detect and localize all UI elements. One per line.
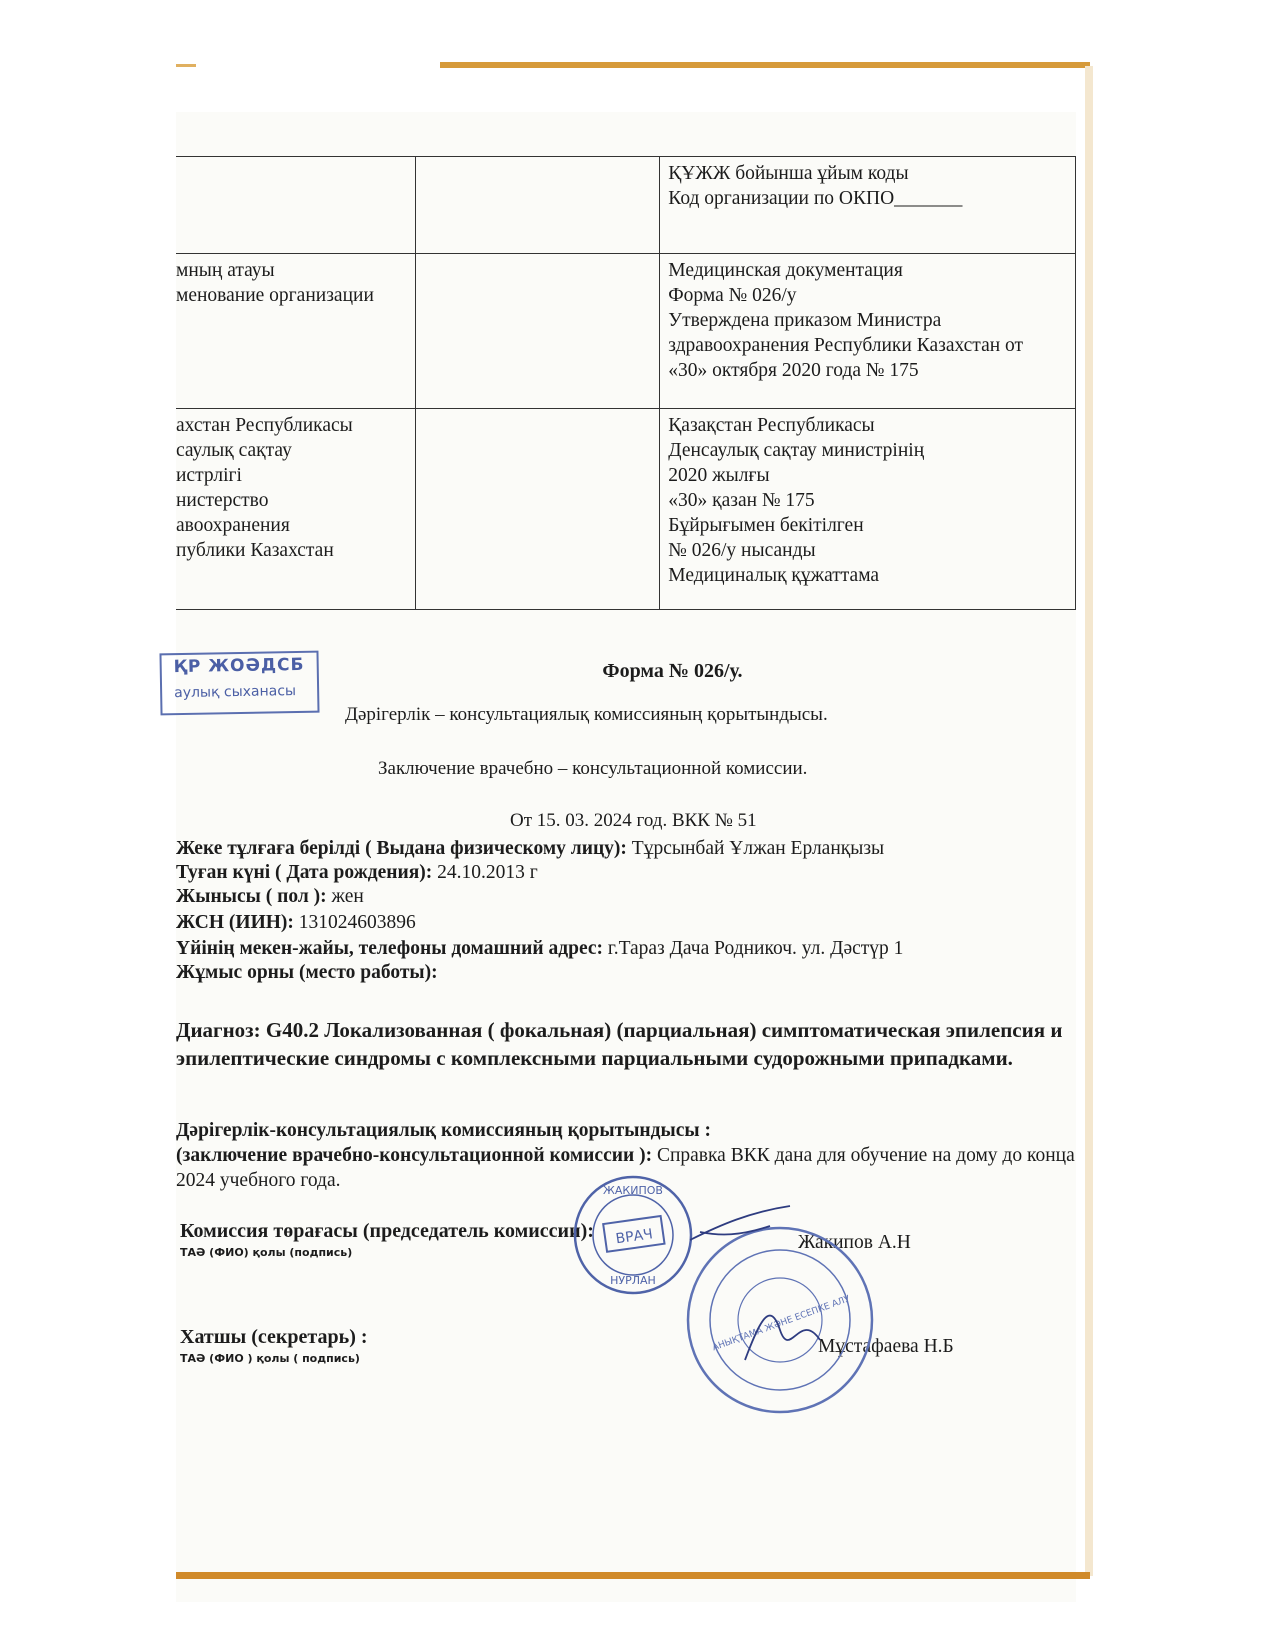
conclusion-text: Справка ВКК дана для обучение на дому до конца 2024 учебного года. bbox=[176, 1145, 1075, 1191]
rectangular-stamp-line2: аулық сыханасы bbox=[174, 683, 297, 702]
work-label: Жұмыс орны (место работы): bbox=[176, 962, 438, 983]
ministry-line: нистерство bbox=[176, 490, 269, 511]
iin-label: ЖСН (ИИН): bbox=[176, 912, 294, 933]
org-name-kz: мның атауы bbox=[176, 260, 275, 281]
med-doc-line: Медицинская документация bbox=[668, 260, 903, 281]
issued-value: Тұрсынбай Ұлжан Ерланқызы bbox=[631, 838, 885, 859]
form-title: Форма № 026/у. bbox=[602, 660, 743, 682]
okpo-label-ru: Код организации по ОКПО_______ bbox=[668, 188, 963, 209]
med-doc-line: «30» октября 2020 года № 175 bbox=[668, 360, 919, 381]
okpo-label-kz: ҚҰЖЖ бойынша ұйым коды bbox=[668, 163, 909, 184]
conclusion-label-ru: (заключение врачебно-консультационной комиссии ): bbox=[176, 1145, 653, 1166]
kz-approval-line: Қазақстан Республикасы bbox=[668, 415, 875, 436]
chair-sub-label: ТАӘ (ФИО) қолы (подпись) bbox=[180, 1246, 353, 1259]
doctor-stamp-center: ВРАЧ bbox=[614, 1226, 654, 1248]
kz-approval-line: «30» қазан № 175 bbox=[668, 490, 815, 511]
doctor-stamp-top: ЖАКИПОВ bbox=[603, 1184, 663, 1197]
diagnosis: Диагноз: G40.2 Локализованная ( фокальная) (парциальная) симптоматическая эпилепсия и эпилептические синдромы с комплексными парциальными судорожными припадками. bbox=[176, 1018, 1063, 1070]
chair-label: Комиссия төрағасы (председатель комиссии): bbox=[180, 1220, 594, 1242]
kz-approval-line: 2020 жылғы bbox=[668, 465, 770, 486]
title-ru: Заключение врачебно – консультационной комиссии. bbox=[378, 758, 808, 779]
birth-label: Туған күні ( Дата рождения): bbox=[176, 862, 433, 883]
sex-value: жен bbox=[331, 886, 364, 907]
organization-round-stamp bbox=[688, 1228, 872, 1412]
secretary-label: Хатшы (секретарь) : bbox=[180, 1326, 368, 1348]
ministry-line: публики Казахстан bbox=[176, 540, 334, 561]
kz-approval-line: № 026/у нысанды bbox=[668, 540, 816, 561]
ministry-line: авоохранения bbox=[176, 515, 290, 536]
org-stamp-center: АНЫҚТАМА ЖӘНЕ ЕСЕПКЕ АЛУ bbox=[711, 1294, 852, 1354]
iin-value: 131024603896 bbox=[298, 912, 416, 933]
chair-name: Жакипов А.Н bbox=[798, 1232, 911, 1253]
conclusion-label-kz: Дәрігерлік-консультациялық комиссияның қорытындысы : bbox=[176, 1120, 712, 1141]
ministry-line: ахстан Республикасы bbox=[176, 415, 353, 436]
org-name-ru: менование организации bbox=[176, 285, 374, 306]
kz-approval-line: Денсаулық сақтау министрінің bbox=[668, 440, 925, 461]
secretary-sub-label: ТАӘ (ФИО ) қолы ( подпись) bbox=[180, 1352, 360, 1365]
med-doc-line: здравоохранения Республики Казахстан от bbox=[668, 335, 1024, 356]
kz-approval-line: Бұйрығымен бекітілген bbox=[668, 515, 864, 536]
kz-approval-line: Медициналық құжаттама bbox=[668, 565, 880, 586]
secretary-name: Мұстафаева Н.Б bbox=[818, 1336, 954, 1357]
date-and-number: От 15. 03. 2024 год. ВКК № 51 bbox=[510, 810, 757, 831]
med-doc-line: Утверждена приказом Министра bbox=[668, 310, 942, 331]
ministry-line: истрлігі bbox=[176, 465, 242, 486]
med-doc-line: Форма № 026/у bbox=[668, 285, 797, 306]
doctor-round-stamp bbox=[575, 1177, 691, 1293]
issued-label: Жеке тұлғаға берілді ( Выдана физическому лицу): bbox=[176, 838, 627, 859]
birth-value: 24.10.2013 г bbox=[437, 862, 538, 883]
rectangular-stamp-line1: ҚР ЖОӘДСБ bbox=[173, 654, 305, 678]
address-label: Үйінің мекен-жайы, телефоны домашний адрес: bbox=[176, 938, 604, 959]
ministry-line: саулық сақтау bbox=[176, 440, 292, 461]
chair-signature bbox=[690, 1206, 790, 1240]
doctor-stamp-bottom: НУРЛАН bbox=[610, 1274, 656, 1287]
title-kz: Дәрігерлік – консультациялық комиссияның қорытындысы. bbox=[345, 704, 828, 725]
sex-label: Жынысы ( пол ): bbox=[176, 886, 327, 907]
address-value: г.Тараз Дача Родникоч. ул. Дәстүр 1 bbox=[607, 938, 904, 959]
